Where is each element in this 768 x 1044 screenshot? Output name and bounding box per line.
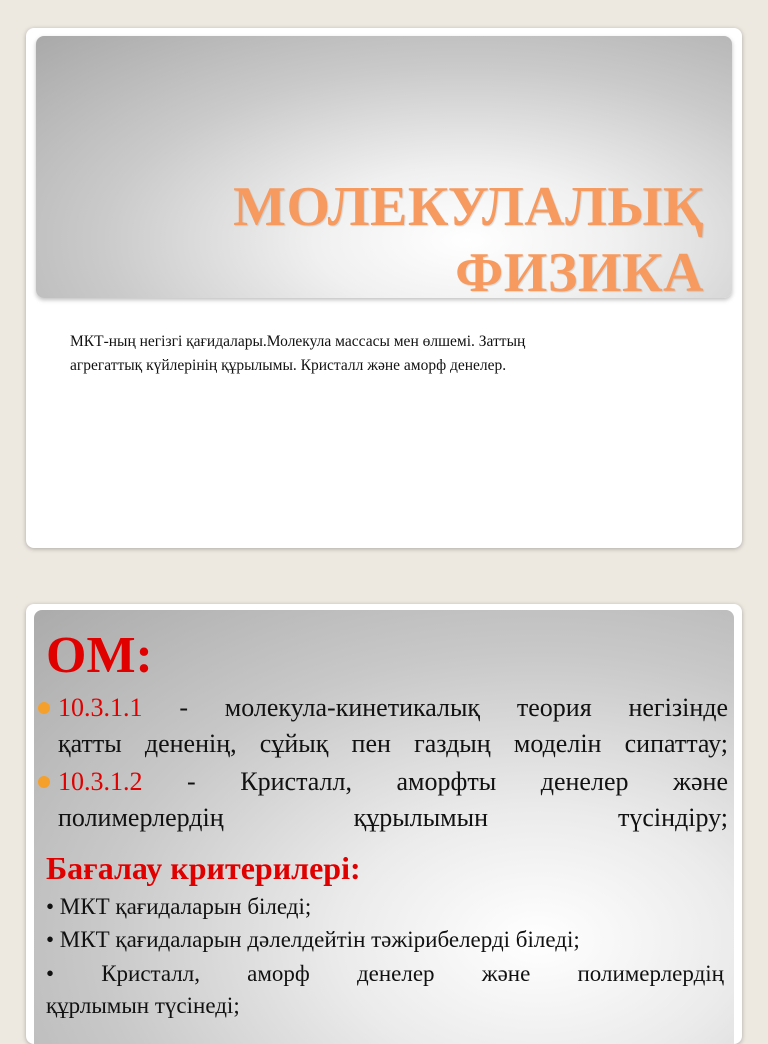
goal-second-line: қатты дененің, сұйық пен газдың моделін сипаттау; — [58, 729, 728, 758]
subtitle-line-2: агрегаттық күйлерінің құрылымы. Кристалл және аморф денелер. — [70, 357, 507, 374]
subtitle-line-1: МКТ-ның негізгі қағидалары.Молекула массасы мен өлшемі. Заттың — [70, 333, 526, 350]
goal-second-line: полимерлердің құрылымын түсіндіру; — [58, 803, 728, 832]
title-panel — [36, 36, 732, 304]
objectives-slide — [26, 604, 742, 1044]
criteria-item-line-2: құрлымын түсінеді; — [46, 993, 240, 1018]
bullet-dot-icon — [38, 776, 50, 788]
title-slide — [26, 28, 742, 548]
learning-goal-item — [58, 690, 728, 762]
om-heading: ОМ: — [46, 627, 153, 684]
criteria-item — [46, 958, 724, 1022]
goal-text: - молекула-кинетикалық теория негізінде — [142, 693, 728, 722]
criteria-item: • МКТ қағидаларын біледі; — [46, 894, 312, 919]
goal-code: 10.3.1.2 — [58, 767, 143, 796]
bullet-dot-icon — [38, 702, 50, 714]
content-panel — [34, 610, 734, 1044]
learning-goal-item — [58, 764, 728, 836]
goal-code: 10.3.1.1 — [58, 693, 143, 722]
slide-subtitle — [70, 330, 710, 378]
goal-first-line — [58, 690, 728, 726]
goal-first-line — [58, 764, 728, 800]
slide-title-line-2: ФИЗИКА — [455, 242, 704, 304]
criteria-item-line-1: • Кристалл, аморф денелер және полимерлердің — [46, 961, 724, 986]
slide-title-line-1: МОЛЕКУЛАЛЫҚ — [233, 176, 704, 238]
criteria-heading: Бағалау критерилері: — [46, 850, 361, 886]
goal-text: - Кристалл, аморфты денелер және — [142, 767, 728, 796]
slide-title — [233, 174, 704, 306]
criteria-item: • МКТ қағидаларын дәлелдейтін тәжірибелерді біледі; — [46, 927, 580, 952]
